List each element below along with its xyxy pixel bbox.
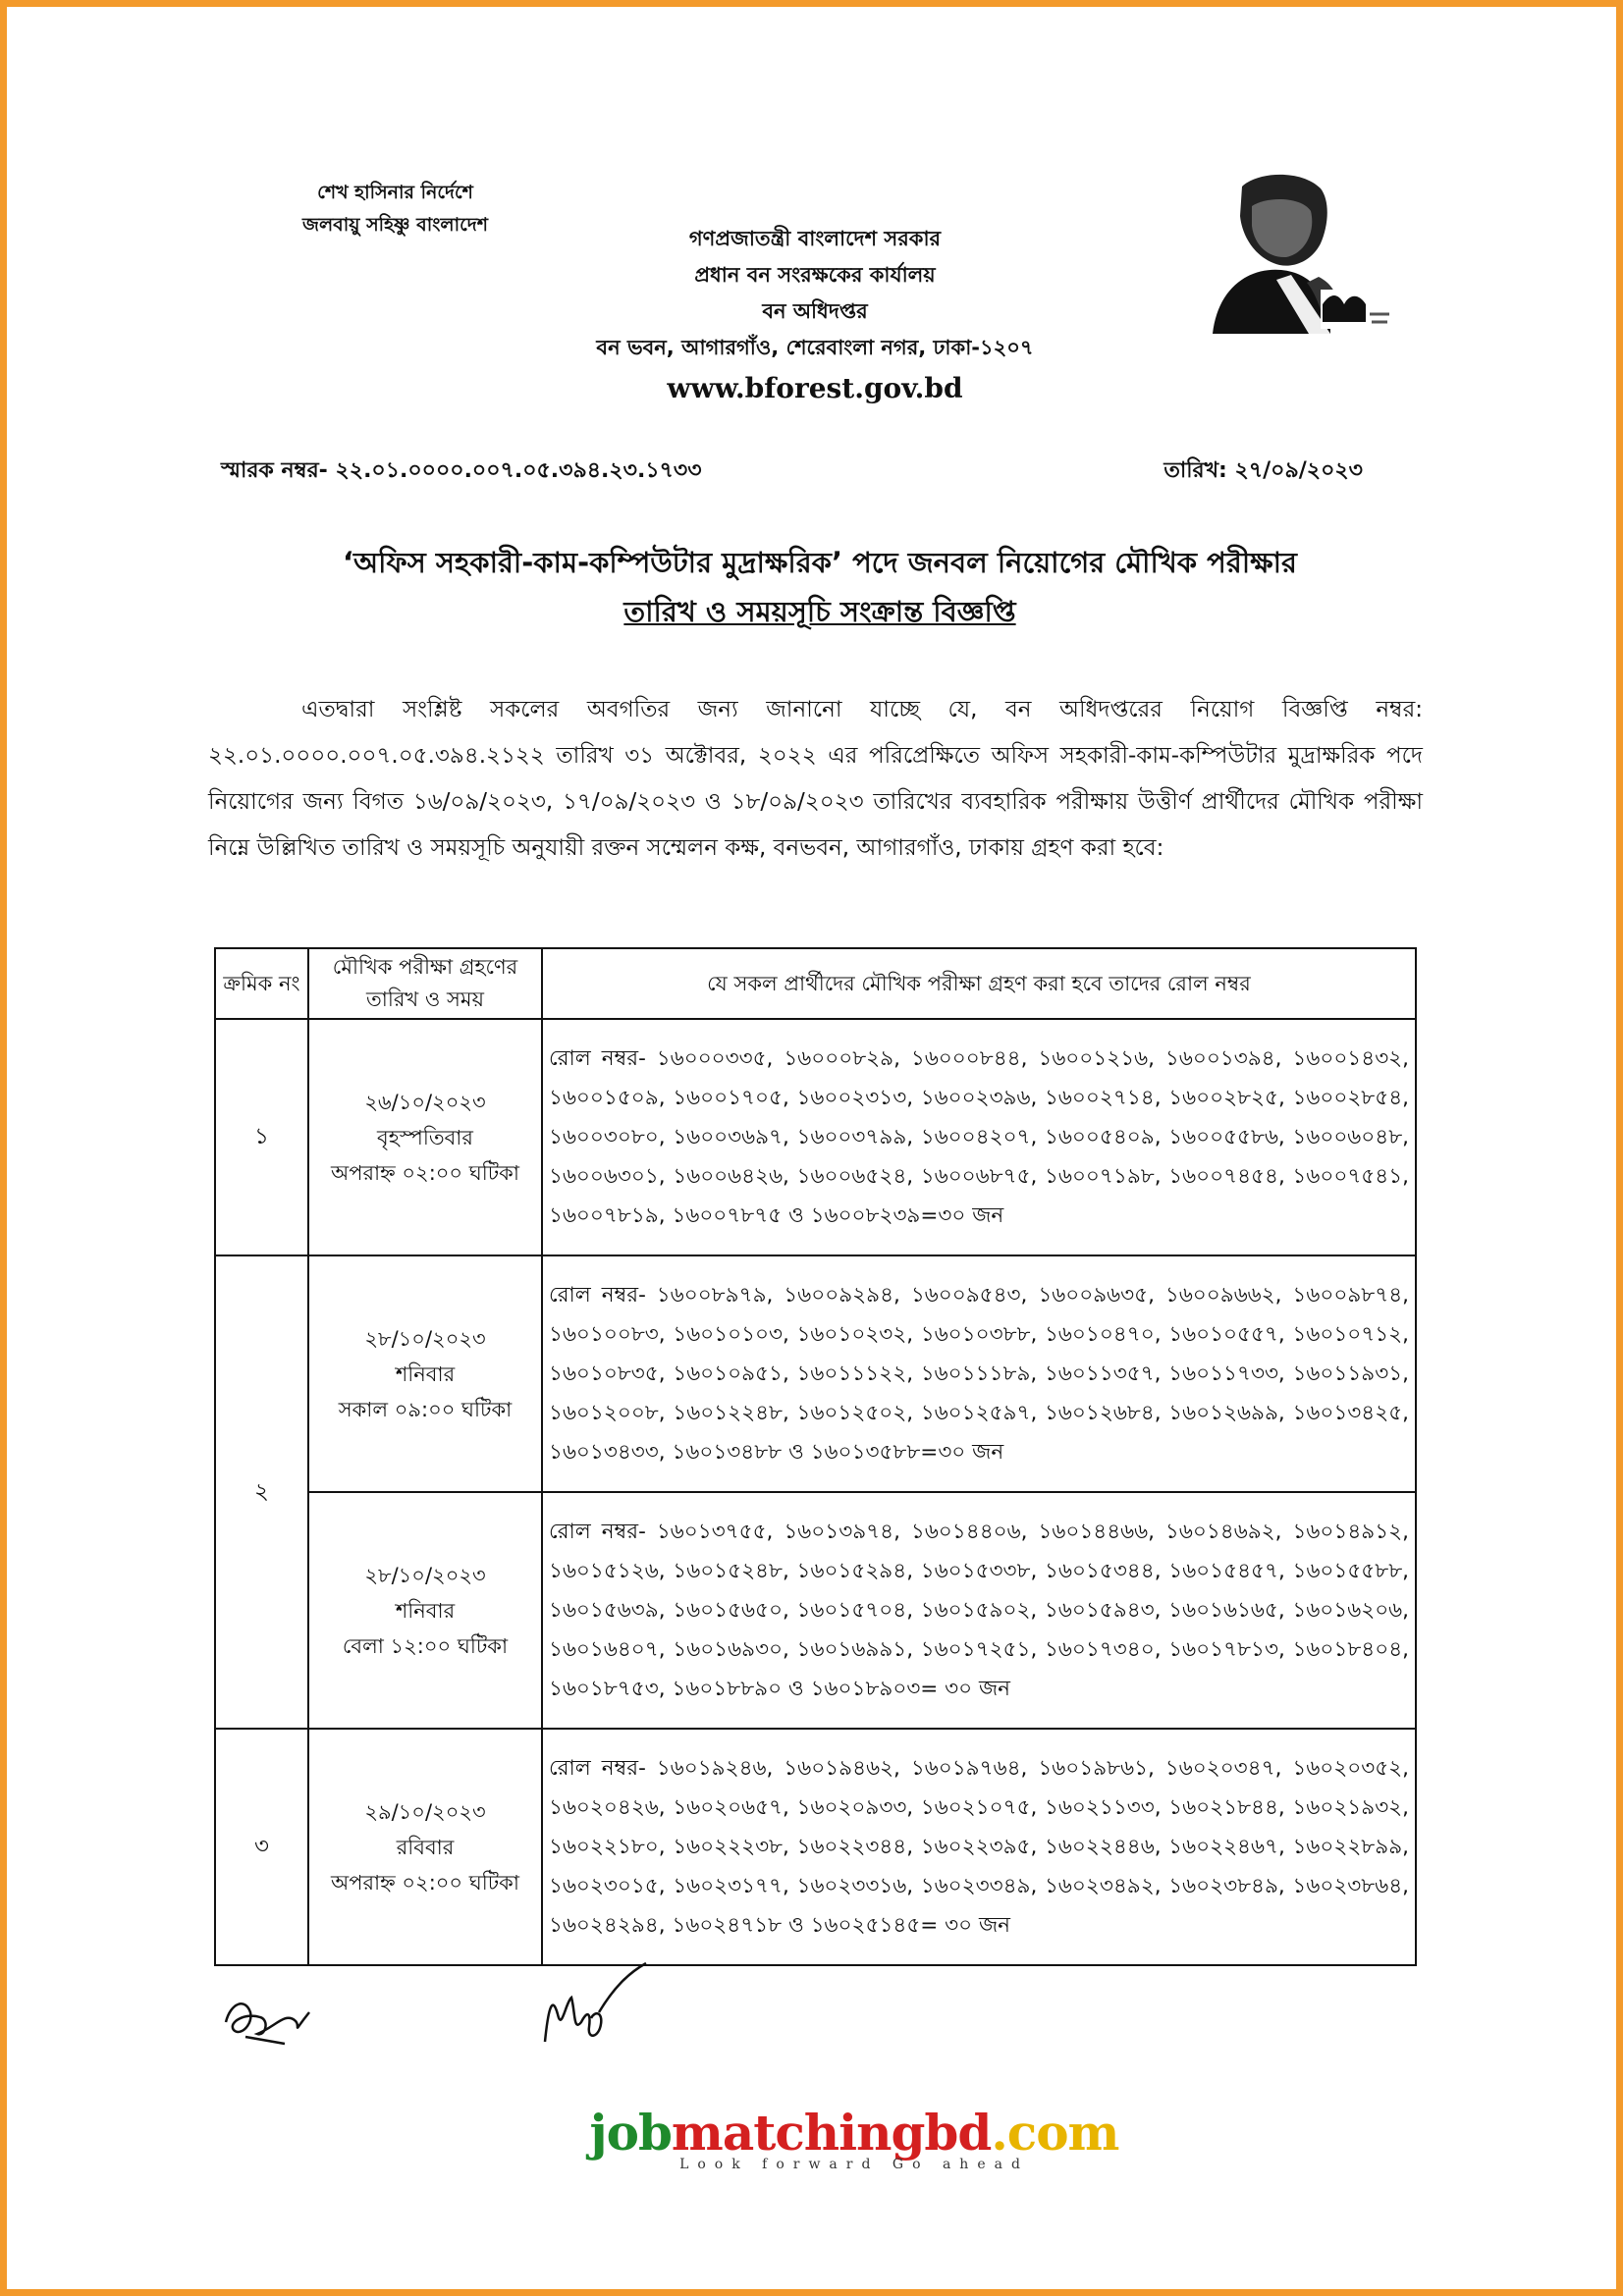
row-serial: ৩	[215, 1729, 308, 1965]
notice-body	[208, 687, 1423, 872]
slogan-line-1: শেখ হাসিনার নির্দেশে	[317, 182, 473, 203]
slot-time: সকাল ০৯:০০ ঘটিকা	[338, 1397, 513, 1421]
slot-day: শনিবার	[395, 1362, 456, 1386]
table-header-row	[215, 948, 1416, 1019]
handwritten-signature-1	[216, 1983, 324, 2052]
office-header	[550, 221, 1080, 406]
watermark-brand: jobmatchingbd.com	[589, 2104, 1119, 2162]
row-roll-numbers: রোল নম্বর- ১৬০১৩৭৫৫, ১৬০১৩৯৭৪, ১৬০১৪৪০৬, ১৬০১৪৪৬৬, ১৬০১৪৬৯২, ১৬০১৪৯১২, ১৬০১৫১২৬, ১৬০১৫২৪৮, ১৬০১৫২৯৪, ১৬০১৫৩৩৮, ১৬০১৫৩৪৪, ১৬০১৫৪৫৭, ১৬০১৫৫৮৮, ১৬০১৫৬৩৯, ১৬০১৫৬৫০, ১৬০১৫৭০৪, ১৬০১৫৯০২, ১৬০১৫৯৪৩, ১৬০১৬১৬৫, ১৬০১৬২০৬, ১৬০১৬৪০৭, ১৬০১৬৯৩০, ১৬০১৬৯৯১, ১৬০১৭২৫১, ১৬০১৭৩৪০, ১৬০১৭৮১৩, ১৬০১৮৪০৪, ১৬০১৮৭৫৩, ১৬০১৮৮৯০ ও ১৬০১৮৯০৩= ৩০ জন	[542, 1492, 1416, 1729]
header-datetime: মৌখিক পরীক্ষা গ্রহণের তারিখ ও সময়	[308, 948, 542, 1019]
slot-day: শনিবার	[395, 1598, 456, 1623]
header-address: বন ভবন, আগারগাঁও, শেরেবাংলা নগর, ঢাকা-১২০৭	[596, 336, 1034, 359]
header-rolls: যে সকল প্রার্থীদের মৌখিক পরীক্ষা গ্রহণ করা হবে তাদের রোল নম্বর	[542, 948, 1416, 1019]
header-office: প্রধান বন সংরক্ষকের কার্যালয়	[694, 263, 936, 287]
slot-time: অপরাহ্ন ০২:০০ ঘটিকা	[331, 1160, 519, 1185]
slot-date: ২৬/১০/২০২৩	[364, 1090, 486, 1114]
header-department: বন অধিদপ্তর	[762, 299, 868, 323]
watermark-tagline: Look forward Go ahead	[679, 2157, 1029, 2172]
slogan	[280, 177, 511, 241]
row-roll-numbers: রোল নম্বর- ১৬০০৮৯৭৯, ১৬০০৯২৯৪, ১৬০০৯৫৪৩, ১৬০০৯৬৩৫, ১৬০০৯৬৬২, ১৬০০৯৮৭৪, ১৬০১০০৮৩, ১৬০১০১০৩, ১৬০১০২৩২, ১৬০১০৩৮৮, ১৬০১০৪৭০, ১৬০১০৫৫৭, ১৬০১০৭১২, ১৬০১০৮৩৫, ১৬০১০৯৫১, ১৬০১১১২২, ১৬০১১১৮৯, ১৬০১১৩৫৭, ১৬০১১৭৩৩, ১৬০১১৯৩১, ১৬০১২০০৮, ১৬০১২২৪৮, ১৬০১২৫০২, ১৬০১২৫৯৭, ১৬০১২৬৮৪, ১৬০১২৬৯৯, ১৬০১৩৪২৫, ১৬০১৩৪৩৩, ১৬০১৩৪৮৮ ও ১৬০১৩৫৮৮=৩০ জন	[542, 1255, 1416, 1492]
table-row	[215, 1255, 1416, 1492]
table-row	[215, 1729, 1416, 1965]
memo-number: স্মারক নম্বর- ২২.০১.০০০০.০০৭.০৫.৩৯৪.২৩.১৭৩৩	[221, 458, 702, 483]
row-roll-numbers: রোল নম্বর- ১৬০০০৩৩৫, ১৬০০০৮২৯, ১৬০০০৮৪৪, ১৬০০১২১৬, ১৬০০১৩৯৪, ১৬০০১৪৩২, ১৬০০১৫০৯, ১৬০০১৭০৫, ১৬০০২৩১৩, ১৬০০২৩৯৬, ১৬০০২৭১৪, ১৬০০২৮২৫, ১৬০০২৮৫৪, ১৬০০৩০৮০, ১৬০০৩৬৯৭, ১৬০০৩৭৯৯, ১৬০০৪২০৭, ১৬০০৫৪০৯, ১৬০০৫৫৮৬, ১৬০০৬০৪৮, ১৬০০৬৩০১, ১৬০০৬৪২৬, ১৬০০৬৫২৪, ১৬০০৬৮৭৫, ১৬০০৭১৯৮, ১৬০০৭৪৫৪, ১৬০০৭৫৪১, ১৬০০৭৮১৯, ১৬০০৭৮৭৫ ও ১৬০০৮২৩৯=৩০ জন	[542, 1019, 1416, 1255]
slot-time: অপরাহ্ন ০২:০০ ঘটিকা	[331, 1870, 519, 1895]
title-line-1: ‘অফিস সহকারী-কাম-কম্পিউটার মুদ্রাক্ষরিক’ পদে জনবল নিয়োগের মৌখিক পরীক্ষার	[343, 546, 1297, 579]
slot-date: ২৮/১০/২০২৩	[364, 1563, 486, 1587]
memo-date: তারিখ: ২৭/০৯/২০২৩	[1163, 458, 1363, 483]
header-website: www.bforest.gov.bd	[667, 372, 963, 404]
row-serial: ২	[215, 1255, 308, 1729]
slogan-line-2: জলবায়ু সহিষ্ণু বাংলাদেশ	[302, 214, 488, 236]
slot-time: বেলা ১২:০০ ঘটিকা	[342, 1633, 509, 1658]
header-government: গণপ্রজাতন্ত্রী বাংলাদেশ সরকার	[688, 227, 942, 250]
row-slot	[308, 1019, 542, 1255]
slot-date: ২৮/১০/২০২৩	[364, 1326, 486, 1351]
table-row	[215, 1492, 1416, 1729]
row-slot	[308, 1729, 542, 1965]
jobmatchingbd-watermark-logo	[560, 2106, 1149, 2172]
notice-title	[196, 538, 1443, 636]
table-row	[215, 1019, 1416, 1255]
notice-body-text: এতদ্বারা সংশ্লিষ্ট সকলের অবগতির জন্য জানানো যাচ্ছে যে, বন অধিদপ্তরের নিয়োগ বিজ্ঞপ্তি নম্বর: ২২.০১.০০০০.০০৭.০৫.৩৯৪.২১২২ তারিখ ৩১ অক্টোবর, ২০২২ এর পরিপ্রেক্ষিতে অফিস সহকারী-কাম-কম্পিউটার মুদ্রাক্ষরিক পদে নিয়োগের জন্য বিগত ১৬/০৯/২০২৩, ১৭/০৯/২০২৩ ও ১৮/০৯/২০২৩ তারিখের ব্যবহারিক পরীক্ষায় উত্তীর্ণ প্রার্থীদের মৌখিক পরীক্ষা নিম্নে উল্লিখিত তারিখ ও সময়সূচি অনুযায়ী রক্তন সম্মেলন কক্ষ, বনভবন, আগারগাঁও, ঢাকায় গ্রহণ করা হবে:	[208, 697, 1423, 861]
slot-day: বৃহস্পতিবার	[377, 1125, 473, 1149]
mujib-centenary-logo	[1183, 167, 1394, 334]
row-slot	[308, 1255, 542, 1492]
title-line-2: তারিখ ও সময়সূচি সংক্রান্ত বিজ্ঞপ্তি	[623, 595, 1016, 628]
header-serial: ক্রমিক নং	[215, 948, 308, 1019]
viva-schedule-table	[214, 947, 1417, 1966]
handwritten-signature-2	[530, 1953, 648, 2052]
row-roll-numbers: রোল নম্বর- ১৬০১৯২৪৬, ১৬০১৯৪৬২, ১৬০১৯৭৬৪, ১৬০১৯৮৬১, ১৬০২০৩৪৭, ১৬০২০৩৫২, ১৬০২০৪২৬, ১৬০২০৬৫৭, ১৬০২০৯৩৩, ১৬০২১০৭৫, ১৬০২১১৩৩, ১৬০২১৮৪৪, ১৬০২১৯৩২, ১৬০২২১৮০, ১৬০২২২৩৮, ১৬০২২৩৪৪, ১৬০২২৩৯৫, ১৬০২২৪৪৬, ১৬০২২৪৬৭, ১৬০২২৮৯৯, ১৬০২৩০১৫, ১৬০২৩১৭৭, ১৬০২৩৩১৬, ১৬০২৩৩৪৯, ১৬০২৩৪৯২, ১৬০২৩৮৪৯, ১৬০২৩৮৬৪, ১৬০২৪২৯৪, ১৬০২৪৭১৮ ও ১৬০২৫১৪৫= ৩০ জন	[542, 1729, 1416, 1965]
slot-date: ২৯/১০/২০২৩	[364, 1799, 486, 1824]
row-serial: ১	[215, 1019, 308, 1255]
slot-day: রবিবার	[396, 1835, 455, 1859]
row-slot	[308, 1492, 542, 1729]
